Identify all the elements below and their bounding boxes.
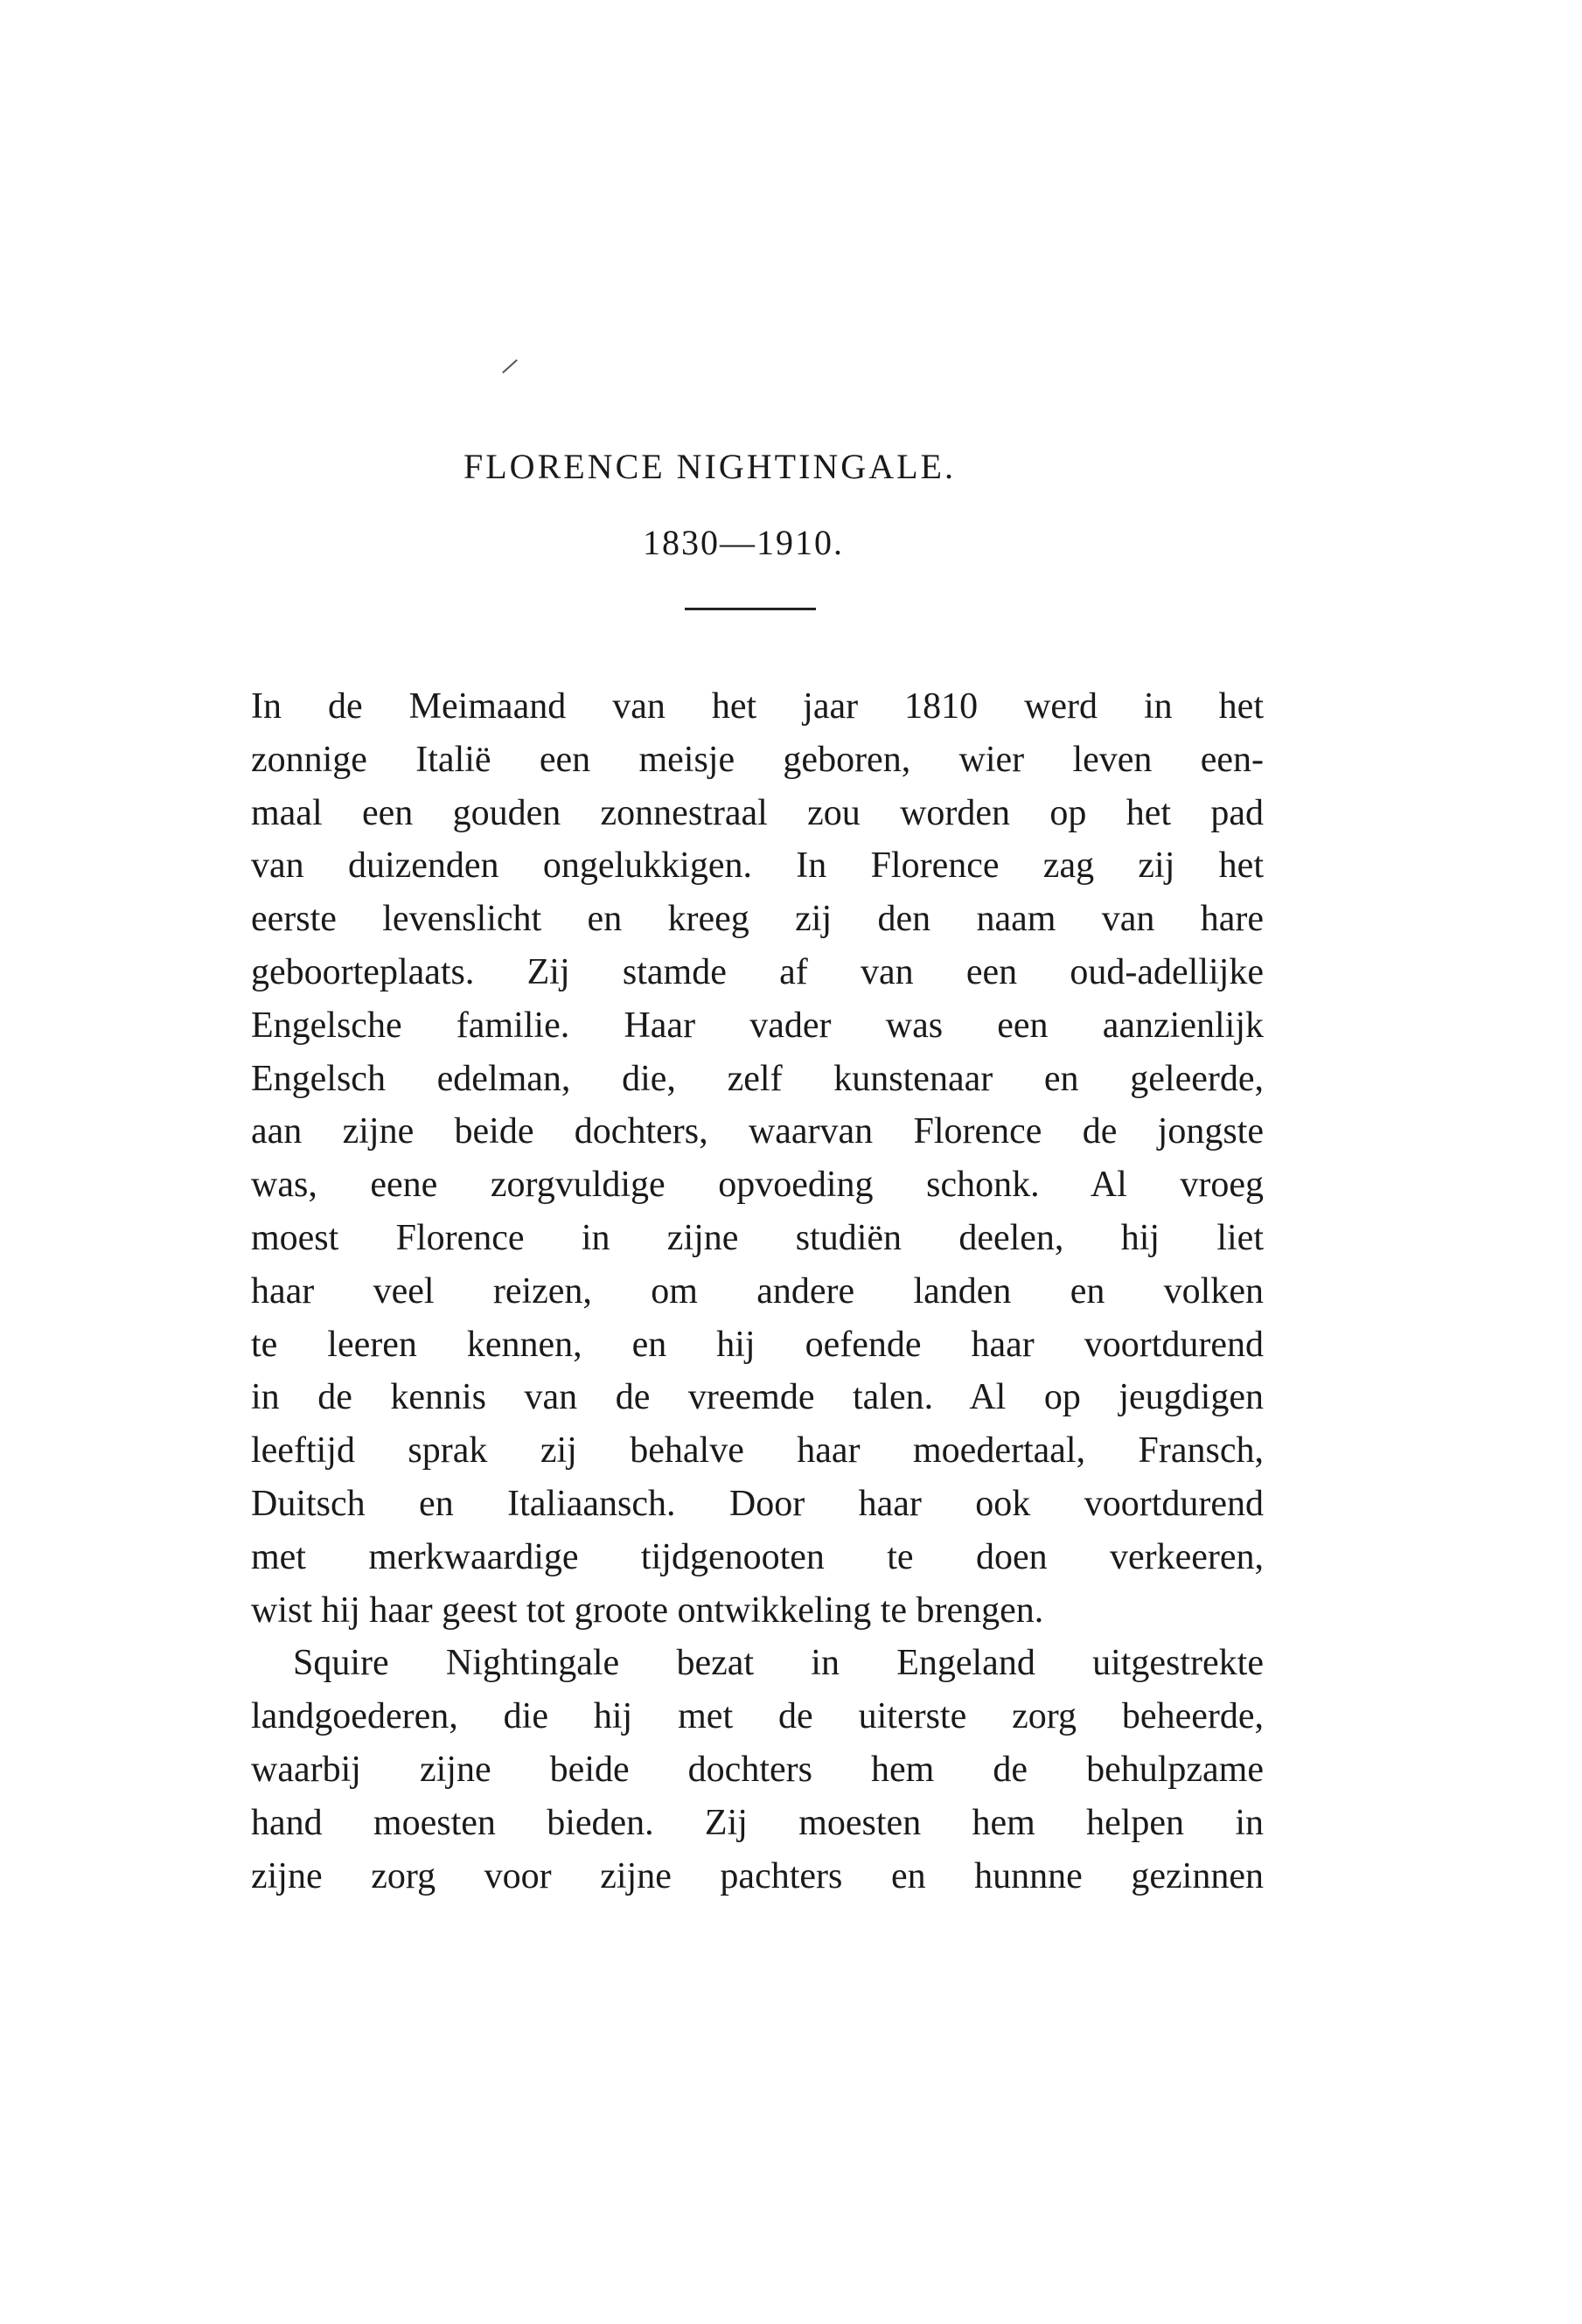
text-line: van duizenden ongelukkigen. In Florence zag zij het [251, 845, 1264, 887]
chapter-title: FLORENCE NIGHTINGALE. [463, 447, 956, 486]
text-line: In de Meimaand van het jaar 1810 werd in het [251, 686, 1264, 727]
text-line: eerste levenslicht en kreeg zij den naam van hare [251, 899, 1264, 940]
text-line: Engelsch edelman, die, zelf kunstenaar en geleerde, [251, 1058, 1264, 1099]
text-line: Squire Nightingale bezat in Engeland uitgestrekte [293, 1643, 1264, 1684]
text-line: zonnige Italië een meisje geboren, wier leven een- [251, 739, 1264, 780]
text-line: moest Florence in zijne studiën deelen, hij liet [251, 1217, 1264, 1258]
pencil-tick-mark [502, 359, 518, 373]
text-line: waarbij zijne beide dochters hem de behulpzame [251, 1749, 1264, 1790]
text-line: wist hij haar geest tot groote ontwikkeling te brengen. [251, 1590, 1044, 1631]
text-line: was, eene zorgvuldige opvoeding schonk. Al vroeg [251, 1165, 1264, 1206]
text-line: Duitsch en Italiaansch. Door haar ook voortdurend [251, 1483, 1264, 1524]
text-line: geboorteplaats. Zij stamde af van een oud-adellijke [251, 951, 1264, 992]
text-line: te leeren kennen, en hij oefende haar voortdurend [251, 1324, 1264, 1365]
text-line: aan zijne beide dochters, waarvan Florence de jongste [251, 1111, 1264, 1152]
text-line: leeftijd sprak zij behalve haar moedertaal, Fransch, [251, 1430, 1264, 1472]
text-line: Engelsche familie. Haar vader was een aanzienlijk [251, 1005, 1264, 1046]
text-line: maal een gouden zonnestraal zou worden op het pad [251, 792, 1264, 833]
text-line: met merkwaardige tijdgenooten te doen verkeeren, [251, 1536, 1264, 1577]
text-line: landgoederen, die hij met de uiterste zorg beheerde, [251, 1696, 1264, 1737]
text-line: in de kennis van de vreemde talen. Al op jeugdigen [251, 1377, 1264, 1418]
text-line: hand moesten bieden. Zij moesten hem helpen in [251, 1802, 1264, 1843]
chapter-years: 1830—1910. [643, 523, 844, 562]
text-line: zijne zorg voor zijne pachters en hunnne gezinnen [251, 1855, 1264, 1896]
title-divider [685, 608, 816, 610]
body-text [251, 680, 1264, 1903]
text-line: haar veel reizen, om andere landen en volken [251, 1270, 1264, 1312]
